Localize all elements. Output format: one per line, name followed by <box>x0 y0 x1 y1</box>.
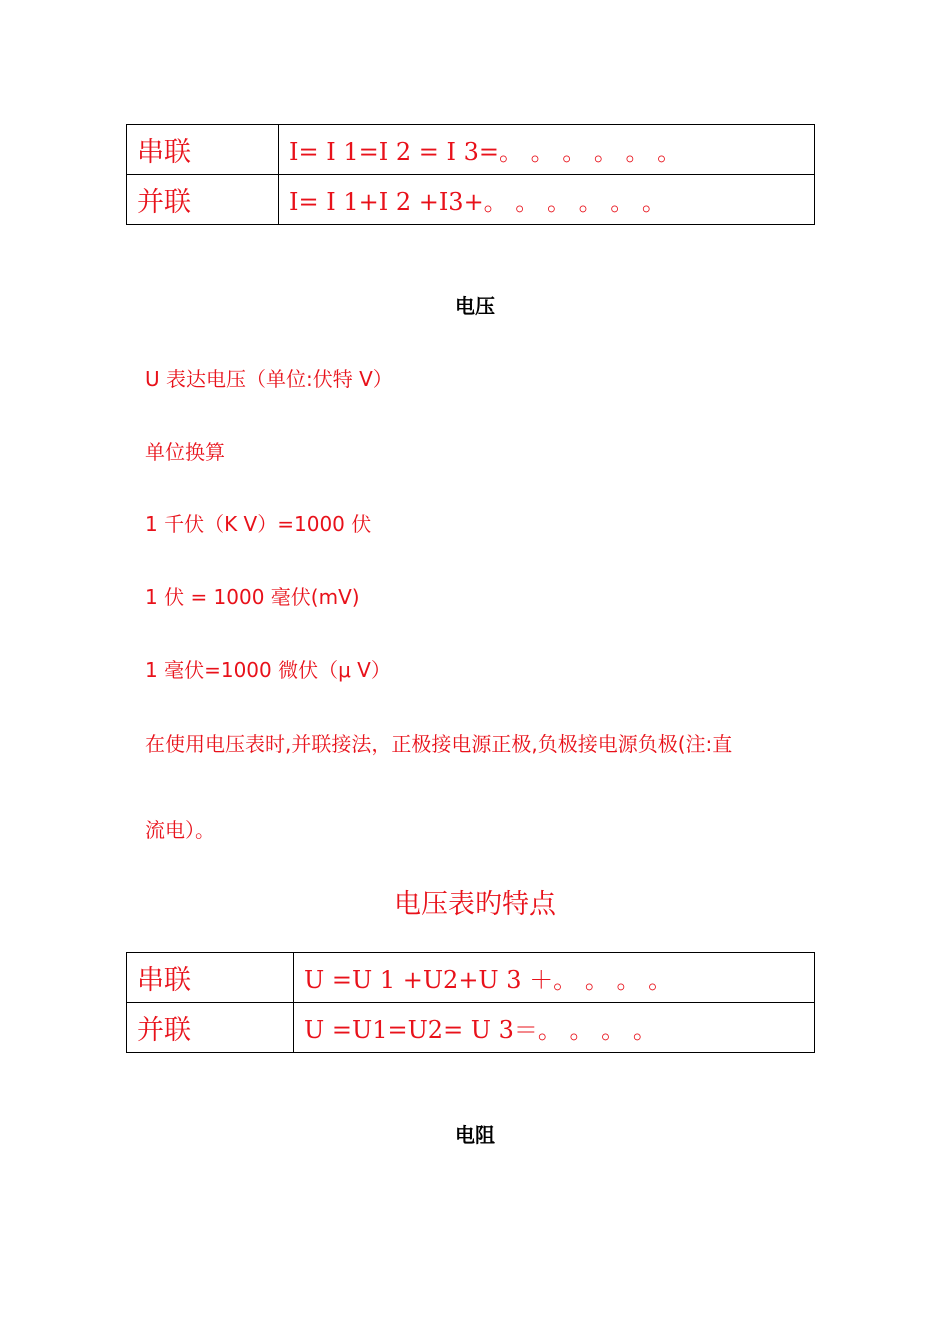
mv-conversion: 1 伏 = 1000 毫伏(mV) <box>145 585 360 609</box>
voltmeter-usage-line1: 在使用电压表时,并联接法，正极接电源正极,负极接电源负极(注:直 <box>145 732 733 756</box>
parallel-label: 并联 <box>127 175 279 225</box>
table-row <box>127 953 815 1003</box>
unit-conversion-heading: 单位换算 <box>145 440 225 464</box>
parallel-label: 并联 <box>127 1003 294 1053</box>
parallel-voltage-formula: U =U1=U2= U 3＝。 。 。 。 <box>294 1003 815 1053</box>
series-label: 串联 <box>127 953 294 1003</box>
table-row <box>127 125 815 175</box>
current-formula-table <box>126 124 815 225</box>
resistance-heading: 电阻 <box>455 1123 495 1147</box>
series-voltage-formula: U =U 1 +U2+U 3 ＋。 。 。 。 <box>294 953 815 1003</box>
voltmeter-usage-line2: 流电）。 <box>145 818 215 842</box>
parallel-current-formula: I= I 1+I 2 +I3+。 。 。 。 。 。 <box>279 175 815 225</box>
uv-conversion: 1 毫伏=1000 微伏（μ V） <box>145 658 391 682</box>
series-current-formula: I= I 1=I 2 = I 3=。 。 。 。 。 。 <box>279 125 815 175</box>
table-row <box>127 175 815 225</box>
table-row <box>127 1003 815 1053</box>
kv-conversion: 1 千伏（K V）=1000 伏 <box>145 512 372 536</box>
voltage-formula-table <box>126 952 815 1053</box>
voltage-heading: 电压 <box>455 294 495 318</box>
voltage-definition: U 表达电压（单位:伏特 V） <box>145 367 393 391</box>
series-label: 串联 <box>127 125 279 175</box>
voltmeter-title: 电压表旳特点 <box>394 889 556 920</box>
